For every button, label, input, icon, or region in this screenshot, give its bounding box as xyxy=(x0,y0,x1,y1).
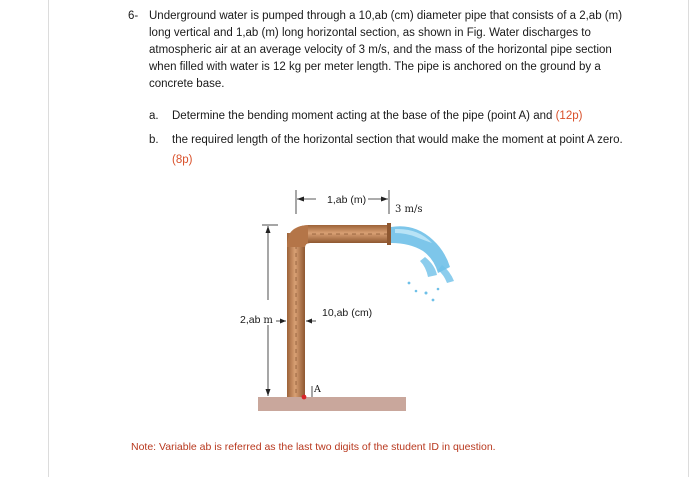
water-jet xyxy=(391,226,454,301)
item-b-label: b. xyxy=(149,134,159,146)
item-b-text: the required length of the horizontal section that would make the moment at point A zero. xyxy=(172,134,623,146)
item-a-points: (12p) xyxy=(555,110,583,122)
pipe-elbow-shade xyxy=(287,225,310,247)
pipe-outlet-rim xyxy=(387,223,391,245)
question-number: 6- xyxy=(128,10,139,22)
point-a-marker xyxy=(302,395,307,400)
item-a xyxy=(172,108,582,124)
note-text: Note: Variable ab is referred as the last two digits of the student ID in question. xyxy=(131,441,496,453)
left-border-line xyxy=(48,0,49,477)
vertical-length-value: 2,ab xyxy=(240,314,261,326)
vertical-length-label xyxy=(240,314,273,326)
question-text: Underground water is pumped through a 10,ab (cm) diameter pipe that consists of a 2,ab (m) long vertical and 1,ab (m) long horizontal section, as shown in Fig. Water discharges to atmospheric air at an average velocity of 3 m/s, and the mass of the horizontal pipe section when filled with water is 12 kg per meter length. The pipe is anchored on the ground by a concrete base. xyxy=(149,10,623,90)
item-b-points: (8p) xyxy=(172,154,193,166)
vertical-length-dimension xyxy=(262,225,278,396)
vertical-length-unit: m xyxy=(263,315,273,326)
point-a-label: A xyxy=(314,384,321,395)
right-border-line xyxy=(688,0,689,477)
velocity-label: 3 m/s xyxy=(395,204,423,215)
item-a-text: Determine the bending moment acting at the base of the pipe (point A) and xyxy=(172,110,553,122)
vertical-pipe xyxy=(287,233,305,397)
pipe-figure xyxy=(230,185,470,420)
horizontal-length-label: 1,ab (m) xyxy=(327,194,367,206)
pipe-diagram xyxy=(230,185,470,420)
diameter-label: 10,ab (cm) xyxy=(322,307,373,319)
concrete-base xyxy=(258,397,406,411)
item-a-label: a. xyxy=(149,110,159,122)
